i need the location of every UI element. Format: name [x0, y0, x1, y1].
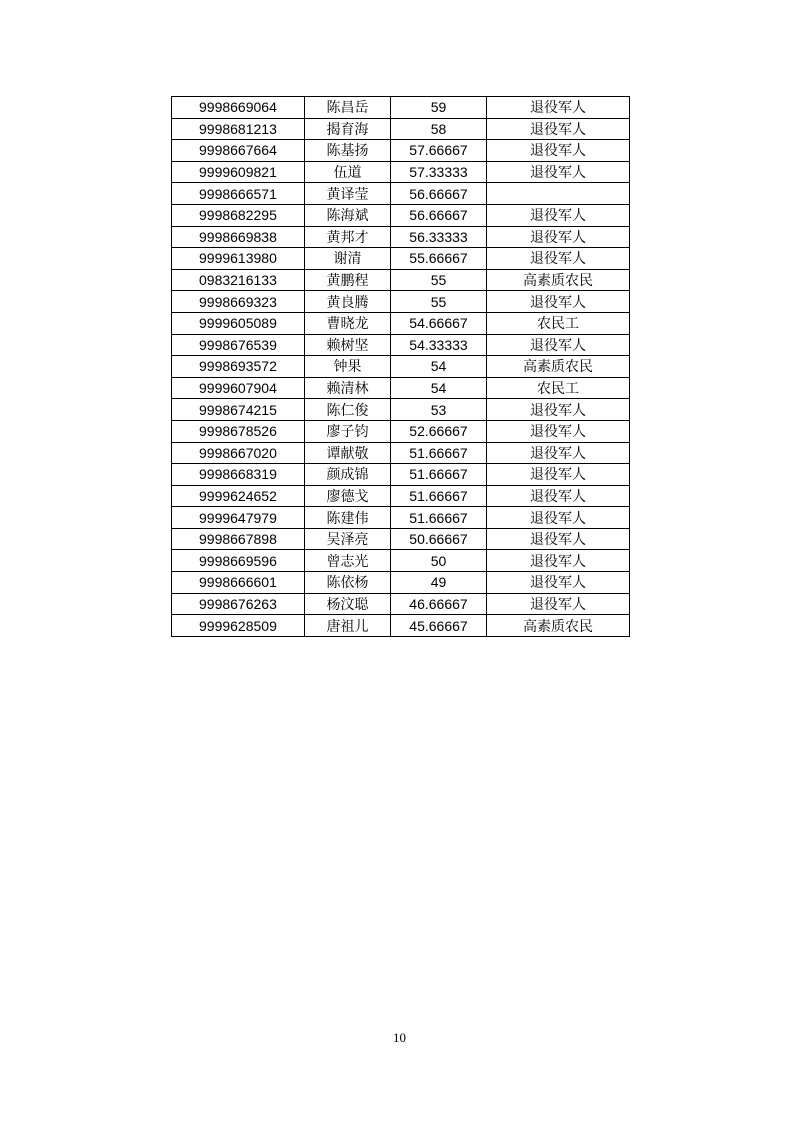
cell-name: 黄译莹	[305, 183, 391, 205]
page-number: 10	[393, 1030, 406, 1045]
cell-name: 黄鹏程	[305, 269, 391, 291]
cell-name: 谭献敬	[305, 442, 391, 464]
cell-name: 黄邦才	[305, 226, 391, 248]
table-row	[172, 377, 630, 399]
cell-name: 廖德戈	[305, 485, 391, 507]
roster-table	[171, 96, 630, 637]
table-row	[172, 334, 630, 356]
cell-score: 51.66667	[391, 442, 487, 464]
cell-id: 9998667020	[172, 442, 305, 464]
cell-score: 51.66667	[391, 507, 487, 529]
roster-table-body	[172, 97, 630, 637]
cell-category: 退役军人	[487, 334, 630, 356]
cell-category: 退役军人	[487, 291, 630, 313]
table-row	[172, 140, 630, 162]
table-row	[172, 356, 630, 378]
table-row	[172, 226, 630, 248]
cell-score: 51.66667	[391, 464, 487, 486]
table-row	[172, 593, 630, 615]
cell-category: 退役军人	[487, 97, 630, 119]
cell-category: 退役军人	[487, 572, 630, 594]
table-row	[172, 269, 630, 291]
cell-category: 高素质农民	[487, 269, 630, 291]
cell-id: 0983216133	[172, 269, 305, 291]
cell-score: 54	[391, 377, 487, 399]
cell-id: 9998669838	[172, 226, 305, 248]
cell-category: 退役军人	[487, 399, 630, 421]
cell-id: 9998678526	[172, 420, 305, 442]
cell-id: 9998668319	[172, 464, 305, 486]
cell-category: 退役军人	[487, 420, 630, 442]
cell-name: 颜成锦	[305, 464, 391, 486]
cell-name: 陈基扬	[305, 140, 391, 162]
cell-category: 退役军人	[487, 550, 630, 572]
cell-score: 51.66667	[391, 485, 487, 507]
cell-category: 退役军人	[487, 204, 630, 226]
table-row	[172, 420, 630, 442]
table-row	[172, 507, 630, 529]
cell-score: 45.66667	[391, 615, 487, 637]
cell-id: 9999628509	[172, 615, 305, 637]
cell-category: 高素质农民	[487, 356, 630, 378]
table-row	[172, 485, 630, 507]
cell-category: 退役军人	[487, 528, 630, 550]
cell-score: 49	[391, 572, 487, 594]
table-row	[172, 550, 630, 572]
cell-id: 9998693572	[172, 356, 305, 378]
cell-name: 曹晓龙	[305, 312, 391, 334]
cell-name: 杨汶聪	[305, 593, 391, 615]
cell-name: 唐祖儿	[305, 615, 391, 637]
table-row	[172, 291, 630, 313]
cell-category: 退役军人	[487, 118, 630, 140]
cell-category: 农民工	[487, 312, 630, 334]
cell-score: 57.33333	[391, 161, 487, 183]
cell-category	[487, 183, 630, 205]
cell-score: 55	[391, 269, 487, 291]
cell-id: 9998682295	[172, 204, 305, 226]
cell-score: 53	[391, 399, 487, 421]
cell-name: 陈昌岳	[305, 97, 391, 119]
cell-score: 59	[391, 97, 487, 119]
cell-name: 赖清林	[305, 377, 391, 399]
cell-score: 50.66667	[391, 528, 487, 550]
cell-name: 揭育海	[305, 118, 391, 140]
cell-id: 9998667664	[172, 140, 305, 162]
cell-category: 退役军人	[487, 226, 630, 248]
cell-score: 54.66667	[391, 312, 487, 334]
cell-id: 9998666601	[172, 572, 305, 594]
cell-score: 46.66667	[391, 593, 487, 615]
table-row	[172, 528, 630, 550]
cell-name: 伍道	[305, 161, 391, 183]
cell-category: 退役军人	[487, 593, 630, 615]
cell-id: 9998676539	[172, 334, 305, 356]
table-row	[172, 464, 630, 486]
cell-score: 56.66667	[391, 183, 487, 205]
cell-id: 9998669064	[172, 97, 305, 119]
cell-score: 55	[391, 291, 487, 313]
cell-id: 9999607904	[172, 377, 305, 399]
cell-id: 9998667898	[172, 528, 305, 550]
cell-score: 54	[391, 356, 487, 378]
cell-score: 56.66667	[391, 204, 487, 226]
cell-category: 退役军人	[487, 248, 630, 270]
table-row	[172, 161, 630, 183]
cell-name: 廖子钧	[305, 420, 391, 442]
cell-id: 9998669323	[172, 291, 305, 313]
cell-category: 农民工	[487, 377, 630, 399]
cell-name: 陈建伟	[305, 507, 391, 529]
cell-name: 陈海斌	[305, 204, 391, 226]
cell-id: 9998674215	[172, 399, 305, 421]
cell-name: 陈依杨	[305, 572, 391, 594]
cell-name: 曾志光	[305, 550, 391, 572]
cell-id: 9999647979	[172, 507, 305, 529]
cell-name: 黄良腾	[305, 291, 391, 313]
cell-id: 9998681213	[172, 118, 305, 140]
cell-score: 56.33333	[391, 226, 487, 248]
cell-name: 钟果	[305, 356, 391, 378]
cell-name: 陈仁俊	[305, 399, 391, 421]
cell-category: 高素质农民	[487, 615, 630, 637]
table-row	[172, 572, 630, 594]
cell-name: 吴泽亮	[305, 528, 391, 550]
cell-id: 9999613980	[172, 248, 305, 270]
cell-id: 9998669596	[172, 550, 305, 572]
cell-id: 9999624652	[172, 485, 305, 507]
cell-category: 退役军人	[487, 464, 630, 486]
table-row	[172, 204, 630, 226]
cell-category: 退役军人	[487, 507, 630, 529]
cell-name: 赖树坚	[305, 334, 391, 356]
cell-category: 退役军人	[487, 161, 630, 183]
table-row	[172, 399, 630, 421]
cell-name: 谢清	[305, 248, 391, 270]
cell-score: 52.66667	[391, 420, 487, 442]
table-row	[172, 248, 630, 270]
cell-score: 55.66667	[391, 248, 487, 270]
table-row	[172, 442, 630, 464]
cell-score: 57.66667	[391, 140, 487, 162]
table-row	[172, 97, 630, 119]
table-row	[172, 312, 630, 334]
table-row	[172, 183, 630, 205]
cell-id: 9998666571	[172, 183, 305, 205]
cell-score: 54.33333	[391, 334, 487, 356]
table-row	[172, 615, 630, 637]
cell-score: 58	[391, 118, 487, 140]
cell-category: 退役军人	[487, 485, 630, 507]
cell-id: 9998676263	[172, 593, 305, 615]
cell-score: 50	[391, 550, 487, 572]
table-row	[172, 118, 630, 140]
cell-id: 9999605089	[172, 312, 305, 334]
cell-id: 9999609821	[172, 161, 305, 183]
cell-category: 退役军人	[487, 442, 630, 464]
cell-category: 退役军人	[487, 140, 630, 162]
